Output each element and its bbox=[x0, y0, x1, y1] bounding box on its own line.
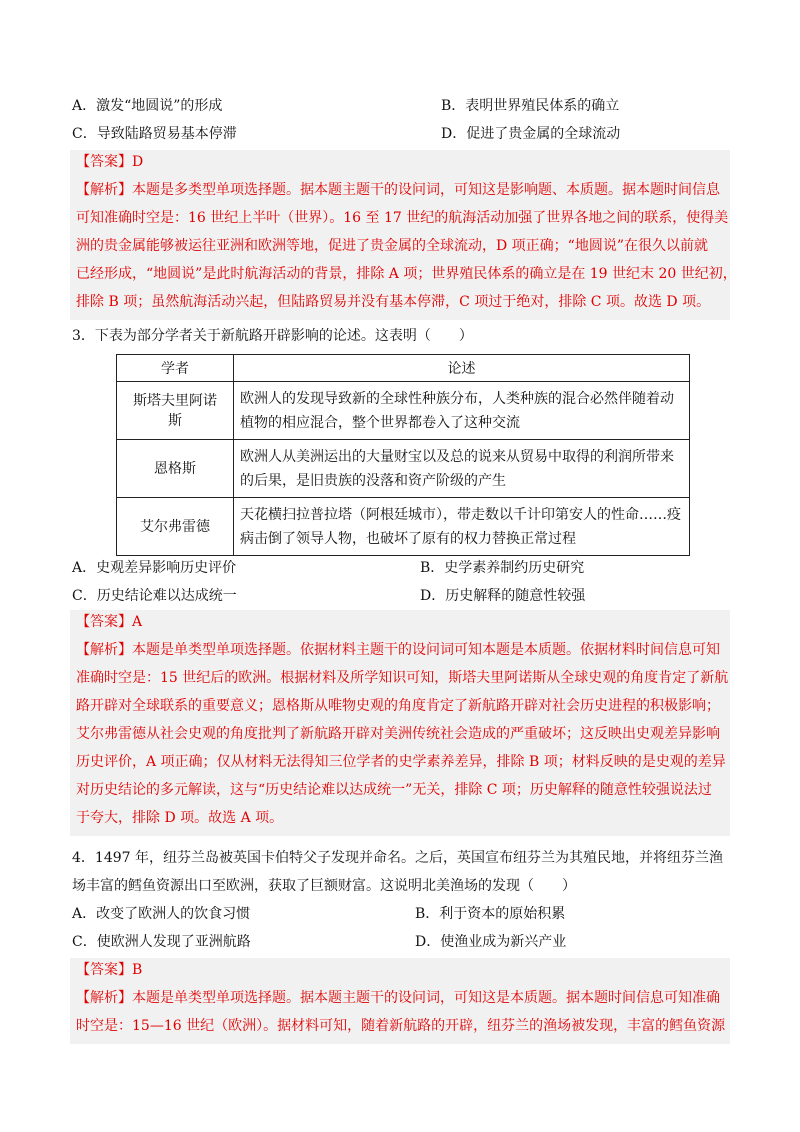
q4-stem-line: 4．1497 年，纽芬兰岛被英国卡伯特父子发现并命名。之后，英国宣布纽芬兰为其殖民地，并将纽芬兰渔 bbox=[72, 850, 723, 866]
table-cell-scholar bbox=[117, 498, 234, 556]
table-row bbox=[117, 498, 690, 556]
scholar-name-line: 斯塔夫里阿诺 bbox=[133, 392, 217, 409]
statement-line: 植物的相应混合，整个世界都卷入了这种交流 bbox=[240, 414, 520, 431]
q2-analysis-line: 排除 B 项；虽然航海活动兴起，但陆路贸易并没有基本停滞，C 项过于绝对，排除 C 项。故选 D 项。 bbox=[76, 294, 711, 310]
q2-option-c[interactable]: C．导致陆路贸易基本停滞 bbox=[72, 126, 237, 142]
q2-option-b[interactable]: B．表明世界殖民体系的确立 bbox=[441, 98, 620, 114]
q3-answer-label: 【答案】A bbox=[76, 614, 143, 630]
q4-stem-line: 场丰富的鳕鱼资源出口至欧洲，获取了巨额财富。这说明北美渔场的发现（ ） bbox=[72, 878, 576, 894]
table-cell-scholar bbox=[117, 440, 234, 498]
q3-analysis-line: 对历史结论的多元解读，这与“历史结论难以达成统一”无关，排除 C 项；历史解释的随意性较强说法过 bbox=[76, 782, 712, 798]
q4-analysis-line: 时空是：15—16 世纪（欧洲）。据材料可知，随着新航路的开辟，纽芬兰的渔场被发现，丰富的鳕鱼资源 bbox=[76, 1018, 726, 1034]
q3-analysis-line: 艾尔弗雷德从社会史观的角度批判了新航路开辟对美洲传统社会造成的严重破坏；这反映出史观差异影响 bbox=[76, 726, 720, 742]
table-header-scholar: 学者 bbox=[117, 355, 234, 382]
q4-option-d[interactable]: D．使渔业成为新兴产业 bbox=[415, 934, 567, 950]
q2-analysis-line: 已经形成，“地圆说”是此时航海活动的背景，排除 A 项；世界殖民体系的确立是在 19 世纪末 20 世纪初， bbox=[76, 266, 737, 282]
q4-option-c[interactable]: C．使欧洲人发现了亚洲航路 bbox=[72, 934, 251, 950]
q2-analysis-line: 【解析】本题是多类型单项选择题。据本题主题干的设问词，可知这是影响题、本质题。据本题时间信息 bbox=[76, 182, 720, 198]
q3-analysis-line: 准确时空是：15 世纪后的欧洲。根据材料及所学知识可知，斯塔夫里阿诺斯从全球史观的角度肯定了新航 bbox=[76, 670, 729, 686]
q3-analysis-line: 路开辟对全球联系的重要意义；恩格斯从唯物史观的角度肯定了新航路开辟对社会历史进程的积极影响； bbox=[76, 698, 720, 714]
q2-answer-label: 【答案】D bbox=[76, 154, 144, 170]
q3-option-d[interactable]: D．历史解释的随意性较强 bbox=[420, 588, 586, 604]
q4-answer-label: 【答案】B bbox=[76, 962, 143, 978]
table-header-statement: 论述 bbox=[234, 355, 690, 382]
q2-option-d[interactable]: D．促进了贵金属的全球流动 bbox=[441, 126, 621, 142]
q3-stem: 3．下表为部分学者关于新航路开辟影响的论述。这表明（ ） bbox=[72, 328, 473, 344]
q3-option-a[interactable]: A．史观差异影响历史评价 bbox=[72, 560, 237, 576]
q3-analysis-line: 历史评价，A 项正确；仅从材料无法得知三位学者的史学素养差异，排除 B 项；材料反映的是史观的差异 bbox=[76, 754, 726, 770]
table-cell-statement bbox=[234, 382, 690, 440]
statement-line: 天花横扫拉普拉塔（阿根廷城市），带走数以千计印第安人的性命……疫 bbox=[240, 506, 681, 523]
q3-analysis-line: 【解析】本题是单类型单项选择题。依据材料主题干的设问词可知本题是本质题。依据材料时间信息可知 bbox=[76, 642, 720, 658]
table-cell-statement bbox=[234, 440, 690, 498]
q4-analysis-line: 【解析】本题是单类型单项选择题。据本题主题干的设问词，可知这是本质题。据本题时间信息可知准确 bbox=[76, 990, 720, 1006]
q4-option-a[interactable]: A．改变了欧洲人的饮食习惯 bbox=[72, 906, 251, 922]
table-row bbox=[117, 382, 690, 440]
q3-analysis-line: 于夸大，排除 D 项。故选 A 项。 bbox=[76, 810, 284, 826]
q3-table bbox=[116, 354, 690, 556]
table-row bbox=[117, 440, 690, 498]
table-header-row bbox=[117, 355, 690, 382]
scholar-name-line: 艾尔弗雷德 bbox=[140, 518, 210, 535]
statement-line: 的后果，是旧贵族的没落和资产阶级的产生 bbox=[240, 472, 506, 489]
q3-option-b[interactable]: B．史学素养制约历史研究 bbox=[420, 560, 585, 576]
scholar-name-line: 恩格斯 bbox=[154, 460, 196, 477]
q2-analysis-line: 洲的贵金属能够被运往亚洲和欧洲等地，促进了贵金属的全球流动，D 项正确；“地圆说”在很久以前就 bbox=[76, 238, 708, 254]
q4-option-b[interactable]: B．利于资本的原始积累 bbox=[415, 906, 566, 922]
q3-answer-block bbox=[70, 610, 730, 836]
q4-answer-block bbox=[70, 958, 730, 1044]
statement-line: 病击倒了领导人物，也破坏了原有的权力替换正常过程 bbox=[240, 530, 576, 547]
table-cell-scholar bbox=[117, 382, 234, 440]
scholar-name-line: 斯 bbox=[168, 412, 182, 429]
q2-answer-block bbox=[70, 150, 737, 320]
table-cell-statement bbox=[234, 498, 690, 556]
statement-line: 欧洲人的发现导致新的全球性种族分布，人类种族的混合必然伴随着动 bbox=[240, 390, 674, 407]
q3-option-c[interactable]: C．历史结论难以达成统一 bbox=[72, 588, 237, 604]
q2-option-a[interactable]: A．激发“地圆说”的形成 bbox=[72, 98, 223, 114]
statement-line: 欧洲人从美洲运出的大量财宝以及总的说来从贸易中取得的利润所带来 bbox=[240, 448, 674, 465]
q2-analysis-line: 可知准确时空是：16 世纪上半叶（世界）。16 至 17 世纪的航海活动加强了世界各地之间的联系，使得美 bbox=[76, 210, 729, 226]
